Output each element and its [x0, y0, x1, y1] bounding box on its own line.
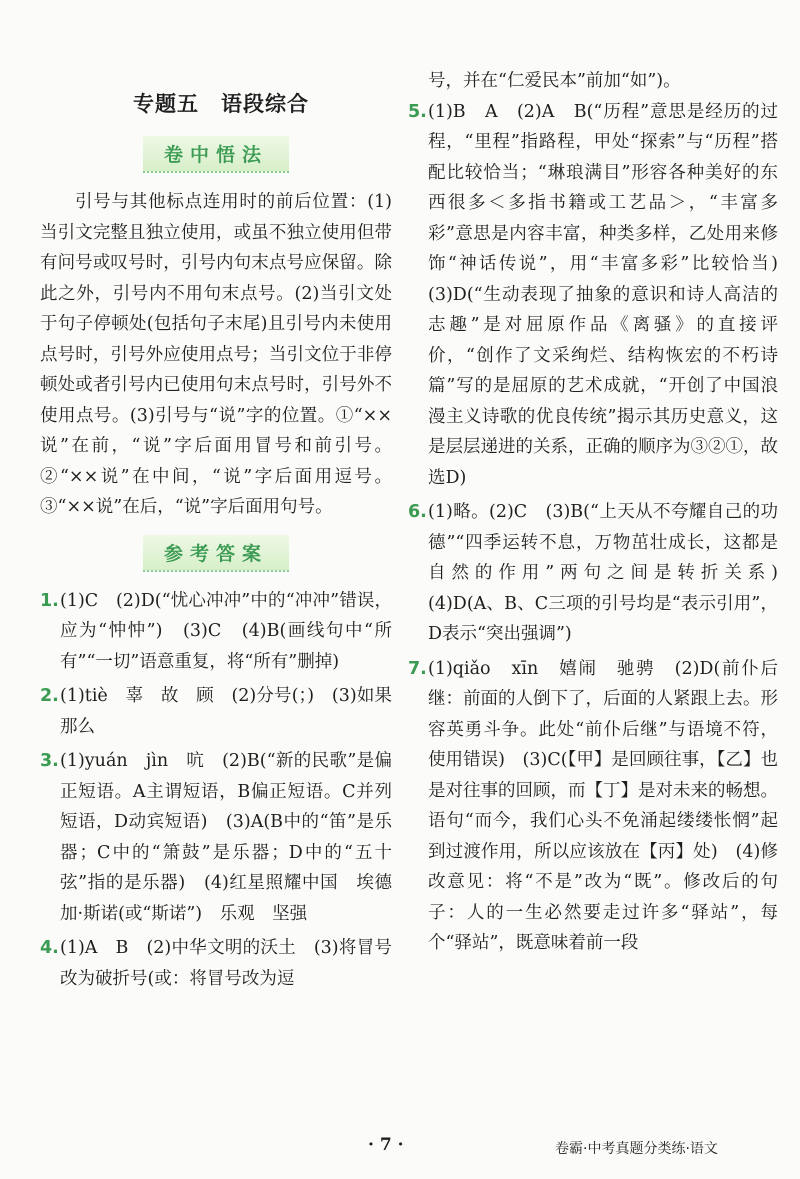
answer-text: (1)A B (2)中华文明的沃土 (3)将冒号改为破折号(或：将冒号改为逗: [60, 938, 392, 989]
answer-number: 4.: [40, 938, 59, 958]
method-banner: 卷中悟法: [143, 136, 289, 173]
answer-text: (1)B A (2)A B(“历程”意思是经历的过程，“里程”指路程，甲处“探索”与“历程”搭配比较恰当；“琳琅满目”形容各种美好的东西很多＜多指书籍或工艺品＞，“丰富多彩”意思是内容丰富，种类多样，乙处用来修饰“神话传说”，用“丰富多彩”比较恰当) (3)D(“生动表现了抽象的意识和诗人高洁的志趣”是对屈原作品《离骚》的直接评价，“创作了文采绚烂、结构恢宏的不朽诗篇”写的是屈原的艺术成就，“开创了中国浪漫主义诗歌的优良传统”揭示其历史意义，这是层层递进的关系，正确的顺序为③②①，故选D): [428, 101, 796, 488]
answer-text: (1)C (2)D(“忧心冲冲”中的“冲冲”错误，应为“忡忡”) (3)C (4)B(画线句中“所有”“一切”语意重复，将“所有”删掉): [60, 590, 392, 672]
answer-text: (1)略。(2)C (3)B(“上天从不夸耀自己的功德”“四季运转不息，万物茁壮成长，这都是自然的作用”两句之间是转折关系) (4)D(A、B、C三项的引号均是“表示引用”，D表示“突出强调”): [428, 502, 796, 644]
answer-4-continued: 号，并在“仁爱民本”前加“如”)。: [428, 71, 681, 91]
answer-number: 2.: [40, 686, 59, 706]
footer: [0, 1135, 800, 1165]
answer-item-6: [408, 497, 796, 650]
answer-number: 6.: [408, 502, 427, 522]
method-text: 引号与其他标点连用时的前后位置：(1)当引文完整且独立使用，或虽不独立使用但带有问号或叹号时，引号内句末点号应保留。除此之外，引号内不用句末点号。(2)当引文处于句子停顿处(包括句子末尾)且引号内未使用点号时，引号外应使用点号；当引文位于非停顿处或者引号内已使用句末点号时，引号外不使用点号。(3)引号与“说”字的位置。①“××说”在前，“说”字后面用冒号和前引号。②“××说”在中间，“说”字后面用逗号。③“××说”在后，“说”字后面用句号。: [40, 192, 392, 517]
answer-item-3: [40, 746, 392, 929]
answer-text: (1)tiè 辜 故 顾 (2)分号(；) (3)如果 那么: [60, 686, 410, 737]
answer-number: 1.: [40, 590, 59, 611]
answer-item-1: [40, 586, 392, 678]
series-name: 卷霸·中考真题分类练·语文: [555, 1141, 718, 1157]
left-column: [40, 80, 410, 998]
answer-item-7: [408, 654, 778, 959]
answer-number: 5.: [408, 101, 427, 122]
answer-banner: 参考答案: [143, 535, 289, 572]
answer-number: 7.: [408, 658, 427, 679]
page-title: 专题五 语段综合: [133, 92, 309, 116]
answer-text: (1)yuán jìn 吭 (2)B(“新的民歌”是偏正短语。A主谓短语，B偏正短语。C并列短语，D动宾短语) (3)A(B中的“笛”是乐器；C中的“箫鼓”是乐器；D中的“五十弦”指的是乐器) (4)红星照耀中国 埃德加·斯诺(或“斯诺”) 乐观 坚强: [60, 751, 392, 924]
answer-number: 3.: [40, 751, 59, 771]
answer-item-2: [40, 681, 410, 742]
page-number: · 7 ·: [368, 1135, 404, 1155]
answer-text: (1)qiǎo xīn 嬉闹 驰骋 (2)D(前仆后继：前面的人倒下了，后面的人紧跟上去。形容英勇斗争。此处“前仆后继”与语境不符，使用错误) (3)C(【甲】是回顾往事，【乙】也是对往事的回顾，而【丁】是对未来的畅想。语句“而今，我们心头不免涌起缕缕怅惘”起到过渡作用，所以应该放在【丙】处) (4)修改意见：将“不是”改为“既”。修改后的句子：人的一生必然要走过许多“驿站”，每个“驿站”，既意味着前一段: [428, 658, 778, 953]
answer-item-5: [408, 97, 796, 494]
answer-item-4: [40, 933, 392, 994]
right-column: [408, 66, 796, 963]
